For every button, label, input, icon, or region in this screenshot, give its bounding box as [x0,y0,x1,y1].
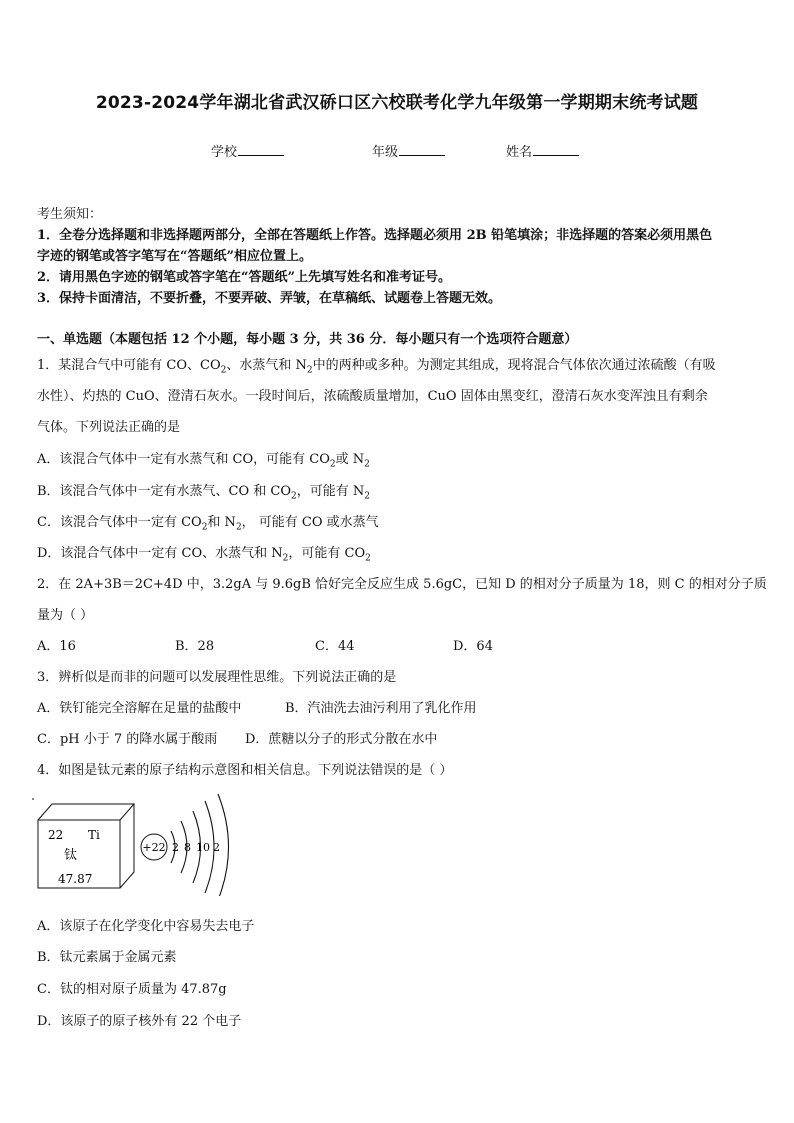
q3-option-c: C．pH 小于 7 的降水属于酸雨 [37,732,218,747]
q4-option-c: C．钛的相对原子质量为 47.87g [37,982,227,997]
q3-option-b: B．汽油洗去油污利用了乳化作用 [285,701,477,716]
notice-item-2: 2．请用黑色字迹的钢笔或答字笔在“答题纸”上先填写姓名和准考证号。 [37,270,452,285]
section-heading: 一、单选题（本题包括 12 个小题，每小题 3 分，共 36 分．每小题只有一个选项符合题意） [37,332,578,347]
q1-option-a: A．该混合气体中一定有水蒸气和 CO，可能有 $CO_2$或 $N_2$ [37,452,370,470]
grade-blank [399,143,445,156]
q3-option-d: D．蔗糖以分子的形式分散在水中 [245,732,438,747]
atomic-number: 22 [48,828,64,842]
element-symbol: Ti [88,828,100,842]
titanium-atom-figure [30,786,240,896]
q4-option-b: B．钛元素属于金属元素 [37,950,177,965]
shell-4-count: 2 [213,841,220,854]
q4-line-1: 4．如图是钛元素的原子结构示意图和相关信息。下列说法错误的是（ ） [37,763,453,778]
q4-option-d: D．该原子的原子核外有 22 个电子 [37,1014,242,1029]
nucleus-charge: +22 [142,841,166,854]
q1-option-d: D．该混合气体中一定有 CO、水蒸气和 $N_2$，可能有 $CO_2$ [37,546,371,564]
q2-option-c: C．44 [315,639,355,654]
exam-title: 2023-2024学年湖北省武汉硚口区六校联考化学九年级第一学期期末统考试题 [95,93,699,113]
notice-item-3: 3．保持卡面清洁，不要折叠，不要弄破、弄皱，在草稿纸、试题卷上答题无效。 [37,291,502,306]
q2-option-b: B．28 [175,639,215,654]
q2-line-1: 2．在 2A+3B＝2C+4D 中，3.2gA 与 9.6gB 恰好完全反应生成 5.6gC，已知 D 的相对分子质量为 18，则 C 的相对分子质 [37,577,767,592]
name-blank [533,143,579,156]
grade-label: 年级 [372,145,399,160]
notice-heading: 考生须知： [37,207,103,222]
shell-3-count: 10 [196,841,210,854]
q2-line-2: 量为（ ） [37,608,94,623]
q3-option-a: A．铁钉能完全溶解在足量的盐酸中 [37,701,242,716]
q2-option-d: D．64 [453,639,493,654]
q1-line-3: 气体。下列说法正确的是 [37,420,181,435]
shell-1-count: 2 [172,841,179,854]
notice-item-1a: 1．全卷分选择题和非选择题两部分，全部在答题纸上作答。选择题必须用 2B 铅笔填涂；非选择题的答案必须用黑色 [37,228,713,243]
notice-item-1b: 字迹的钢笔或答字笔写在“答题纸”相应位置上。 [37,249,312,264]
name-field [506,141,579,160]
q3-line-1: 3．辨析似是而非的问题可以发展理性思维。下列说法正确的是 [37,670,397,685]
q4-option-a: A．该原子在化学变化中容易失去电子 [37,919,255,934]
element-name: 钛 [64,848,78,863]
q1-line-2: 水性）、灼热的 CuO、澄清石灰水。一段时间后，浓硫酸质量增加，CuO 固体由黑变红，澄清石灰水变浑浊且有剩余 [37,389,708,404]
atomic-mass: 47.87 [58,872,93,886]
school-blank [238,143,284,156]
name-label: 姓名 [506,145,533,160]
shell-2-count: 8 [184,841,191,854]
q2-option-a: A．16 [37,639,76,654]
school-field [211,141,284,160]
school-label: 学校 [211,145,238,160]
grade-field [372,141,445,160]
q1-option-c: C．该混合气体中一定有 $CO_2$和 $N_2$， 可能有 CO 或水蒸气 [37,515,379,533]
q1-option-b: B．该混合气体中一定有水蒸气、CO 和 $CO_2$，可能有 $N_2$ [37,484,371,502]
q1-line-1: 1．某混合气中可能有 CO、$CO_2$、水蒸气和 $N_2$中的两种或多种。为测定其组成，现将混合气体依次通过浓硫酸（有吸 [37,358,716,376]
